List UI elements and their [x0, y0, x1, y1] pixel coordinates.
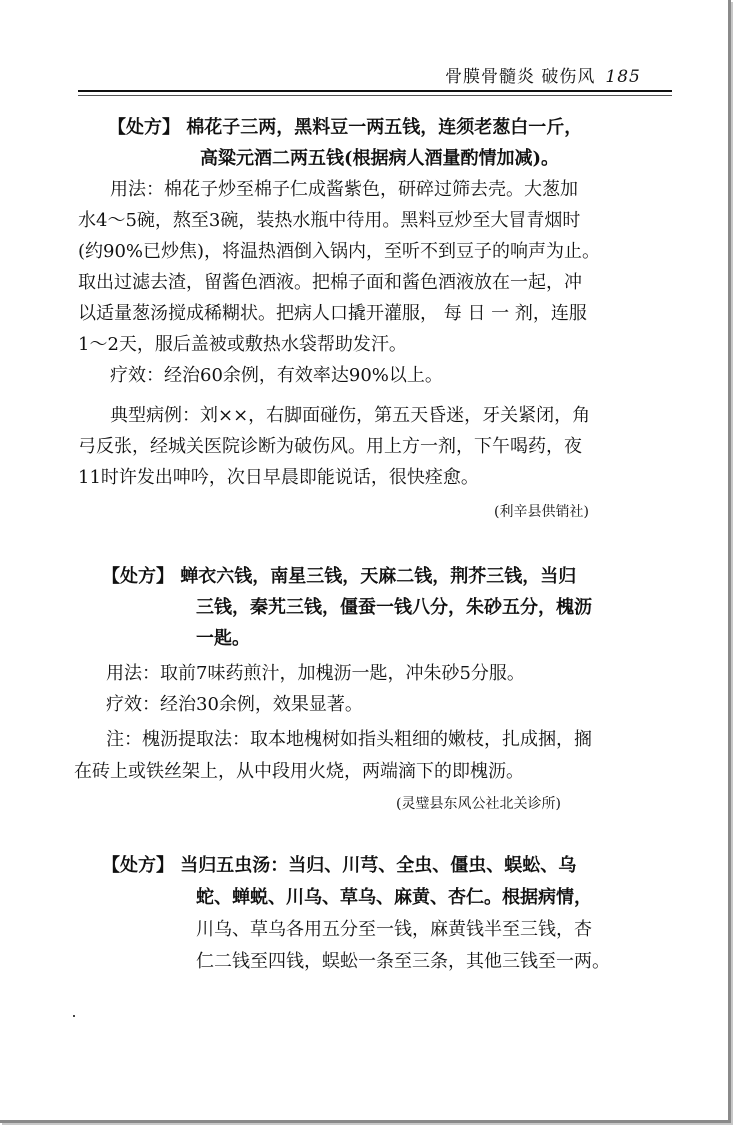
efficacy-1: 疗效：经治60余例，有效率达90%以上。 — [110, 365, 443, 386]
prescription-2-line-2: 三钱，秦艽三钱，僵蚕一钱八分，朱砂五分，槐沥 — [196, 597, 592, 618]
page-number: 185 — [605, 67, 641, 87]
usage-1-line-6: 1～2天，服后盖被或敷热水袋帮助发汗。 — [78, 334, 407, 355]
prescription-2-line-3: 一匙。 — [196, 628, 250, 649]
prescription-3-line-3: 川乌、草乌各用五分至一钱，麻黄钱半至三钱，杏 — [196, 919, 592, 940]
header-rule — [78, 90, 672, 92]
prescription-3-line-2: 蛇、蝉蜕、川乌、草乌、麻黄、杏仁。根据病情， — [196, 887, 592, 908]
header-rule-thin — [78, 95, 672, 96]
usage-2: 用法：取前7味药煎汁，加槐沥一匙，冲朱砂5分服。 — [106, 663, 525, 684]
note-2-line-2: 在砖上或铁丝架上，从中段用火烧，两端滴下的即槐沥。 — [74, 761, 524, 782]
case-1-line-3: 11时许发出呻吟，次日早晨即能说话，很快痊愈。 — [78, 467, 479, 488]
prescription-3-line-4: 仁二钱至四钱，蜈蚣一条至三条，其他三钱至一两。 — [196, 951, 610, 972]
running-header — [445, 62, 641, 87]
usage-1-line-1: 用法：棉花子炒至棉子仁成酱紫色，研碎过筛去壳。大葱加 — [110, 179, 578, 200]
source-2: (灵璧县东风公社北关诊所) — [396, 796, 561, 812]
header-title: 骨膜骨髓炎 破伤风 — [445, 67, 596, 87]
usage-1-line-4: 取出过滤去渣，留酱色酒液。把棉子面和酱色酒液放在一起，冲 — [78, 272, 582, 293]
case-1-line-1: 典型病例：刘××，右脚面碰伤，第五天昏迷，牙关紧闭，角 — [110, 405, 591, 426]
efficacy-2: 疗效：经治30余例，效果显著。 — [106, 694, 363, 715]
note-2-line-1: 注：槐沥提取法：取本地槐树如指头粗细的嫩枝，扎成捆，搁 — [106, 729, 592, 750]
usage-1-line-3: (约90%已炒焦)，将温热酒倒入锅内，至听不到豆子的响声为止。 — [78, 241, 601, 262]
prescription-3-line-1: 【处方】 当归五虫汤：当归、川芎、全虫、僵虫、蜈蚣、乌 — [102, 855, 577, 876]
prescription-1-line-2: 高粱元酒二两五钱(根据病人酒量酌情加减)。 — [200, 148, 560, 169]
prescription-1-line-1: 【处方】 棉花子三两，黑料豆一两五钱，连须老葱白一斤， — [108, 117, 583, 138]
source-1: (利辛县供销社) — [494, 504, 589, 520]
case-1-line-2: 弓反张，经城关医院诊断为破伤风。用上方一剂，下午喝药，夜 — [78, 436, 582, 457]
scan-speck — [73, 1015, 75, 1017]
usage-1-line-2: 水4～5碗，熬至3碗，装热水瓶中待用。黑料豆炒至大冒青烟时 — [78, 210, 581, 231]
prescription-2-line-1: 【处方】 蝉衣六钱，南星三钱，天麻二钱，荆芥三钱，当归 — [102, 566, 577, 587]
usage-1-line-5: 以适量葱汤搅成稀糊状。把病人口撬开灌服， 每 日 一 剂，连服 — [78, 303, 587, 324]
